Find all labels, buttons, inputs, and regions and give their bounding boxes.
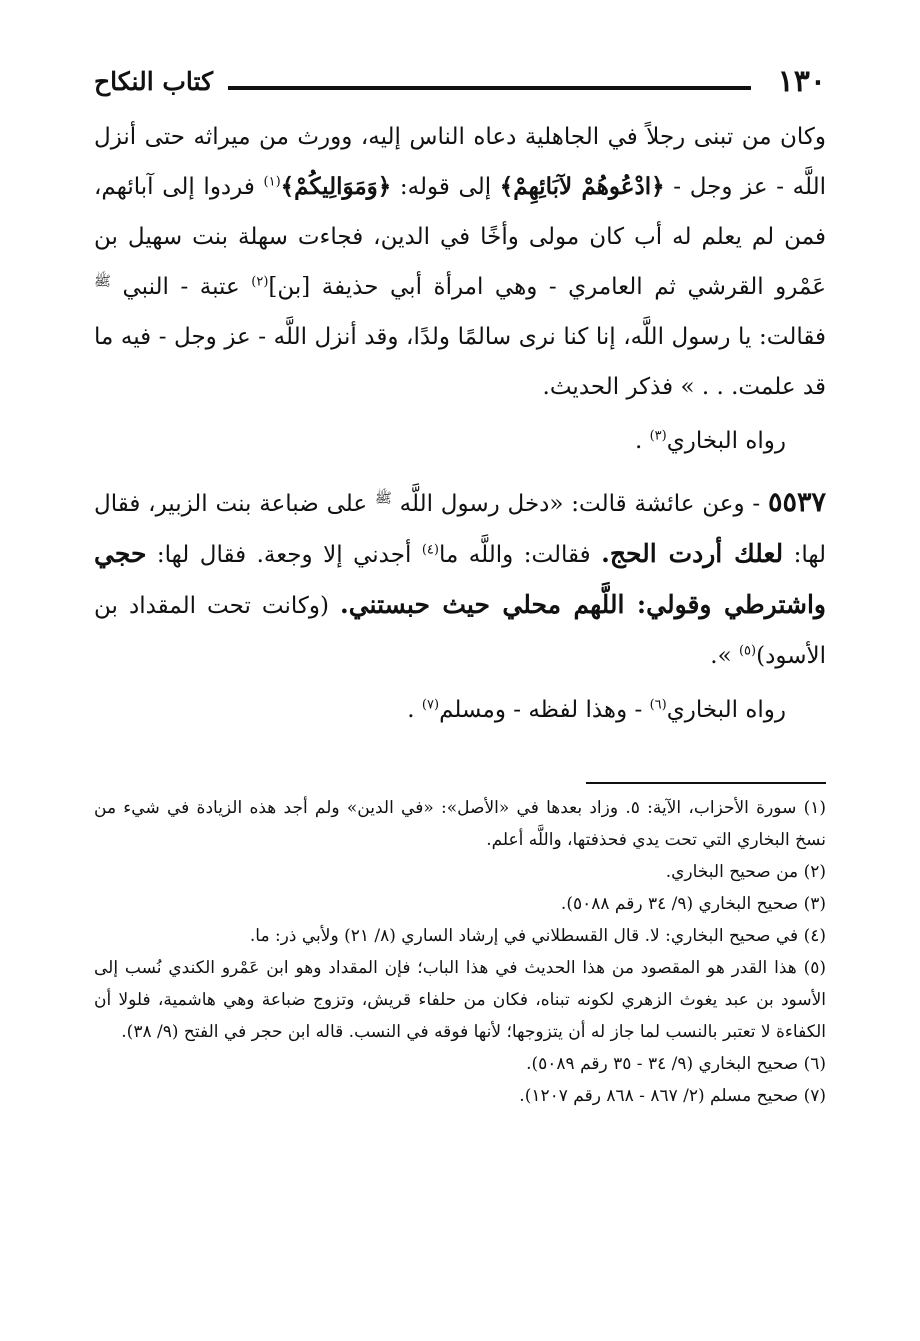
text-run: - وعن عائشة قالت: «دخل رسول اللَّه	[391, 491, 768, 517]
footnote-text: صحيح البخاري (٩/ ٣٤ رقم ٥٠٨٨).	[560, 894, 799, 914]
footnote-ref: (٦)	[649, 697, 667, 713]
text-run: فقالت: يا رسول اللَّه، إنا كنا نرى سالمًا ولدًا، وقد أنزل اللَّه - عز وجل - فيه ما قد علمت. . . » فذكر الحديث.	[94, 324, 826, 400]
text-run: عتبة - النبي	[110, 274, 252, 300]
footnote-label: (٣)	[803, 894, 826, 914]
narration-text: رواه البخاري	[666, 697, 786, 723]
footnote-label: (٤)	[803, 926, 826, 946]
narration-line	[94, 416, 826, 466]
footnotes	[94, 792, 826, 1112]
footnote	[94, 856, 826, 888]
text-run: ».	[710, 643, 739, 669]
narration-line	[94, 685, 826, 735]
footnote-text: هذا القدر هو المقصود من هذا الحديث في هذا الباب؛ فإن المقداد وهو ابن عَمْرو الكندي نُسب إلى الأسود بن عبد يغوث الزهري لكونه تبناه، فكان من حلفاء قريش، وتزوج ضباعة وهي هاشمية، فلولا أن الكفاءة لا تعتبر بالنسب لما جاز له أن يتزوجها؛ لأنها فوقه في النسب. قاله ابن حجر في الفتح (٩/ ٣٨).	[94, 958, 826, 1042]
text-run: - وهذا لفظه - ومسلم	[439, 697, 650, 723]
text-run: إلى قوله:	[391, 174, 500, 200]
text-run: .	[634, 428, 650, 454]
footnote-separator	[586, 782, 826, 784]
footnote-ref: (٢)	[251, 274, 269, 290]
footnote-text: صحيح مسلم (٢/ ٨٦٧ - ٨٦٨ رقم ١٢٠٧).	[519, 1086, 799, 1106]
text-run: فردوا إلى آبائهم، فمن لم يعلم له أب كان مولى وأخًا في الدين، فجاءت سهلة بنت سهيل بن عَمْرو القرشي ثم العامري - وهي امرأة أبي حذيفة [بن]	[94, 174, 827, 300]
text-run: وكان من تبنى رجلاً في الجاهلية دعاه الناس إليه، وورث من ميراثه حتى أنزل اللَّه - عز وجل -	[94, 124, 826, 200]
footnote-label: (٧)	[803, 1086, 826, 1106]
text-run: .	[407, 697, 422, 723]
page-header	[94, 62, 826, 106]
footnote	[94, 888, 826, 920]
footnote	[94, 792, 826, 856]
footnote-ref: (٧)	[421, 697, 440, 713]
text-run: (وكانت تحت المقداد بن الأسود)	[94, 593, 826, 669]
footnote-text: سورة الأحزاب، الآية: ٥. وزاد بعدها في «الأصل»: «في الدين» ولم أجد هذه الزيادة في شيء من نسخ البخاري التي تحت يدي فحذفتها، واللَّه أعلم.	[94, 798, 826, 850]
footnote	[94, 952, 826, 1048]
main-text	[94, 112, 826, 735]
footnote	[94, 1048, 826, 1080]
footnote-ref: (٥)	[738, 643, 757, 659]
chapter-title: كتاب النكاح	[94, 67, 213, 96]
salutation-ligature: ﷺ	[94, 273, 111, 290]
footnote-label: (٢)	[803, 862, 826, 882]
footnote-text: في صحيح البخاري: لا. قال القسطلاني في إرشاد الساري (٨/ ٢١) ولأبي ذر: ما.	[249, 926, 799, 946]
footnote-label: (١)	[803, 798, 826, 818]
prophet-speech: لعلك أردت الحج.	[601, 539, 784, 568]
text-run: على ضباعة بنت الزبير، فقال لها:	[94, 491, 826, 568]
footnote-ref: (٣)	[649, 428, 667, 444]
paragraph-context	[94, 112, 826, 412]
hadith-paragraph	[94, 478, 826, 681]
footnote-ref: (١)	[263, 174, 281, 190]
salutation-ligature: ﷺ	[374, 490, 392, 507]
hadith-number: ٥٥٣٧	[767, 487, 826, 518]
footnote-text: من صحيح البخاري.	[665, 862, 799, 882]
text-run: أجدني إلا وجعة. فقال لها:	[146, 542, 422, 568]
footnote-label: (٦)	[803, 1054, 826, 1074]
footnote-ref: (٤)	[421, 542, 439, 558]
footnote-label: (٥)	[803, 958, 826, 978]
footnote	[94, 920, 826, 952]
quran-verse: ﴿وَمَوَالِيكُمْ﴾	[280, 173, 392, 200]
text-run: فقالت: واللَّه ما	[438, 542, 602, 568]
footnote-text: صحيح البخاري (٩/ ٣٤ - ٣٥ رقم ٥٠٨٩).	[526, 1054, 799, 1074]
narration-text: رواه البخاري	[666, 428, 786, 454]
footnote	[94, 1080, 826, 1112]
page-number: ١٣٠	[777, 64, 826, 99]
quran-verse: ﴿ادْعُوهُمْ لآبَائِهِمْ﴾	[499, 173, 665, 200]
prophet-speech: حجي واشترطي وقولي: اللَّهم محلي حيث حبستني.	[94, 539, 826, 619]
header-rule	[228, 86, 751, 90]
